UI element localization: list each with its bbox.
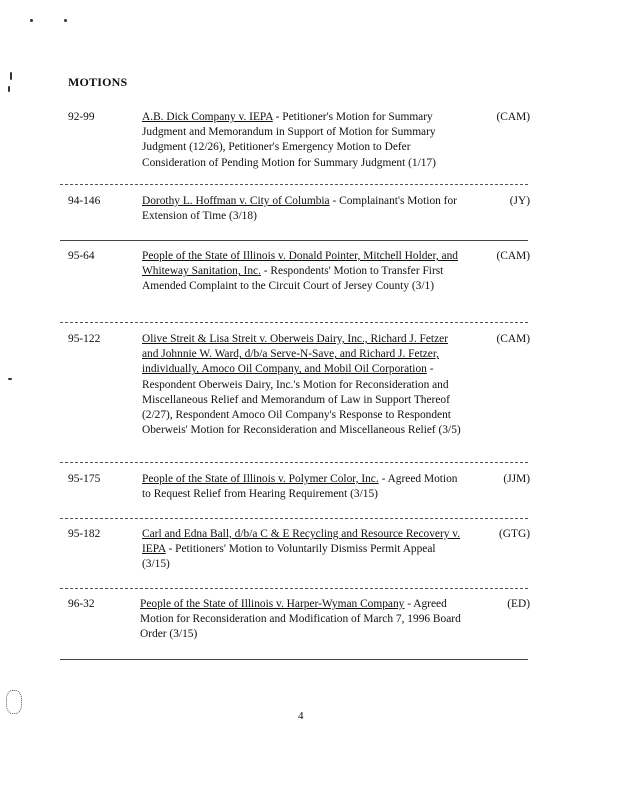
motion-description: - Petitioners' Motion to Voluntarily Dismiss Permit Appeal (3/15): [142, 543, 436, 571]
case-name: A.B. Dick Company v. IEPA: [142, 111, 273, 123]
page-number: 4: [298, 710, 304, 722]
case-name: People of the State of Illinois v. Polymer Color, Inc.: [142, 473, 379, 485]
motion-text: [140, 597, 462, 643]
motion-text: [142, 249, 464, 295]
case-name: Carl and Edna Ball, d/b/a C & E Recycling and Resource Recovery v. IEPA: [142, 528, 461, 556]
docket-number: 95-122: [68, 333, 101, 345]
hearing-officer: (JJM): [503, 473, 530, 485]
hearing-officer: (ED): [507, 598, 530, 610]
hearing-officer: (CAM): [496, 111, 530, 123]
hearing-officer: (JY): [509, 195, 530, 207]
docket-number: 95-64: [68, 250, 95, 262]
motion-description: - Respondents' Motion to Transfer First Amended Complaint to the Circuit Court of Jersey County (3/1): [142, 265, 444, 293]
motion-text: [142, 110, 464, 171]
docket-number: 92-99: [68, 111, 95, 123]
scan-speck: [8, 86, 10, 92]
entry-divider: [60, 462, 528, 463]
scan-speck: [64, 19, 67, 22]
motion-text: [142, 527, 464, 573]
motion-text: [142, 472, 464, 502]
entry-divider: [60, 184, 528, 185]
case-name: Dorothy L. Hoffman v. City of Columbia: [142, 195, 330, 207]
entry-divider: [60, 322, 528, 323]
motion-description: - Agreed Motion for Reconsideration and Modification of March 7, 1996 Board Order (3/15): [140, 598, 461, 641]
case-name: Olive Streit & Lisa Streit v. Oberweis Dairy, Inc., Richard J. Fetzer and Johnnie W. Ward, d/b/a Serve-N-Save, and Richard J. Fetzer, individually, Amoco Oil Company, and Mobil Oil Corporation: [142, 333, 448, 376]
motion-description: - Respondent Oberweis Dairy, Inc.'s Motion for Reconsideration and Miscellaneous Relief and Memorandum of Law in Support Thereof (2/27), Respondent Amoco Oil Company's Response to Respondent Oberweis' Motion for Reconsideration and Miscellaneous Relief (3/5): [142, 363, 461, 437]
docket-number: 95-175: [68, 473, 101, 485]
docket-number: 94-146: [68, 195, 101, 207]
motion-description: - Petitioner's Motion for Summary Judgment and Memorandum in Support of Motion for Summary Judgment (12/26), Petitioner's Emergency Motion to Defer Consideration of Pending Motion for Summary Judgment (1/17): [142, 111, 436, 169]
case-name: People of the State of Illinois v. Donald Pointer, Mitchell Holder, and Whiteway Sanitation, Inc.: [142, 250, 458, 278]
motion-text: [142, 332, 464, 438]
entry-divider: [60, 518, 528, 519]
hearing-officer: (GTG): [499, 528, 530, 540]
scan-speck: [30, 19, 33, 22]
entry-divider: [60, 659, 528, 660]
motion-description: - Complainant's Motion for Extension of Time (3/18): [142, 195, 457, 223]
entry-divider: [60, 588, 528, 589]
motion-text: [142, 194, 464, 224]
entry-divider: [60, 240, 528, 241]
case-name: People of the State of Illinois v. Harper-Wyman Company: [140, 598, 405, 610]
hearing-officer: (CAM): [496, 250, 530, 262]
motion-description: - Agreed Motion to Request Relief from Hearing Requirement (3/15): [142, 473, 458, 501]
hearing-officer: (CAM): [496, 333, 530, 345]
docket-number: 95-182: [68, 528, 101, 540]
scan-speck: [10, 72, 12, 80]
scan-hole-punch: [6, 690, 22, 714]
docket-number: 96-32: [68, 598, 95, 610]
section-title: MOTIONS: [68, 75, 128, 89]
scan-speck: [8, 378, 12, 380]
